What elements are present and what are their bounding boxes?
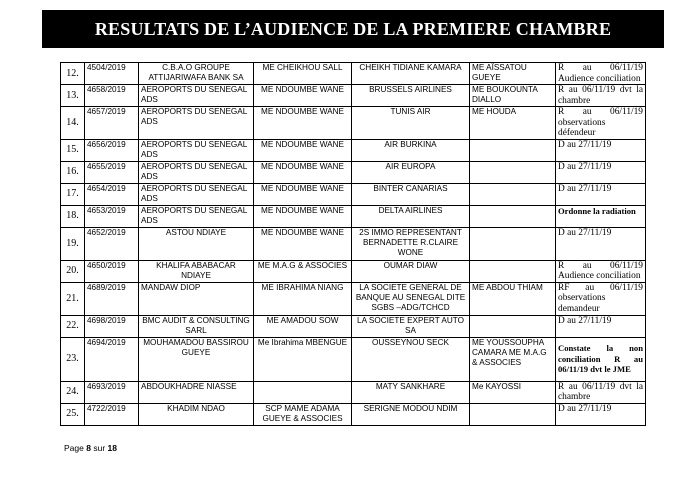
page-number: 8 (86, 443, 91, 453)
result: R au 06/11/19 dvt la chambre (556, 381, 646, 403)
defendant: TUNIS AIR (352, 107, 470, 140)
result: D au 27/11/19 (556, 403, 646, 425)
defendant-lawyer: Me KAYOSSI (470, 381, 556, 403)
defendant-lawyer (470, 183, 556, 205)
table-row (61, 183, 646, 205)
table-row (61, 63, 646, 85)
plaintiff: AEROPORTS DU SENEGAL ADS (139, 161, 254, 183)
plaintiff-lawyer (254, 381, 352, 403)
plaintiff: AEROPORTS DU SENEGAL ADS (139, 85, 254, 107)
case-ref: 4693/2019 (85, 381, 139, 403)
result: D au 27/11/19 (556, 183, 646, 205)
defendant-lawyer: ME HOUDA (470, 107, 556, 140)
defendant-lawyer (470, 161, 556, 183)
defendant: 2S IMMO REPRESENTANT BERNADETTE R.CLAIRE WONE (352, 227, 470, 260)
defendant-lawyer (470, 205, 556, 227)
table-row (61, 161, 646, 183)
defendant: LA SOCIETE GENERAL DE BANQUE AU SENEGAL DITE SGBS –ADG/TCHCD (352, 282, 470, 315)
plaintiff: KHADIM NDAO (139, 403, 254, 425)
hearing-results-table (60, 62, 646, 426)
table-row (61, 282, 646, 315)
defendant: BRUSSELS AIRLINES (352, 85, 470, 107)
row-number: 15. (61, 139, 85, 161)
result: R au 06/11/19 observations défendeur (556, 107, 646, 140)
case-ref: 4504/2019 (85, 63, 139, 85)
defendant: CHEIKH TIDIANE KAMARA (352, 63, 470, 85)
defendant-lawyer (470, 403, 556, 425)
plaintiff-lawyer: Me Ibrahima MBENGUE (254, 337, 352, 381)
plaintiff: AEROPORTS DU SENEGAL ADS (139, 139, 254, 161)
footer-sep: sur (93, 443, 106, 453)
case-ref: 4655/2019 (85, 161, 139, 183)
plaintiff: KHALIFA ABABACAR NDIAYE (139, 260, 254, 282)
result: R au 06/11/19 dvt la chambre (556, 85, 646, 107)
result: RF au 06/11/19 observations demandeur (556, 282, 646, 315)
page-title: RESULTATS DE L’AUDIENCE DE LA PREMIERE CHAMBRE (94, 18, 612, 39)
case-ref: 4652/2019 (85, 227, 139, 260)
row-number: 24. (61, 381, 85, 403)
result: R au 06/11/19 Audience conciliation (556, 63, 646, 85)
plaintiff-lawyer: ME NDOUMBE WANE (254, 85, 352, 107)
plaintiff: AEROPORTS DU SENEGAL ADS (139, 183, 254, 205)
case-ref: 4657/2019 (85, 107, 139, 140)
plaintiff-lawyer: ME NDOUMBE WANE (254, 205, 352, 227)
page-total: 18 (107, 443, 117, 453)
row-number: 21. (61, 282, 85, 315)
result: D au 27/11/19 (556, 227, 646, 260)
defendant: OUMAR DIAW (352, 260, 470, 282)
result: D au 27/11/19 (556, 315, 646, 337)
result: R au 06/11/19 Audience conciliation (556, 260, 646, 282)
plaintiff-lawyer: SCP MAME ADAMA GUEYE & ASSOCIES (254, 403, 352, 425)
case-ref: 4722/2019 (85, 403, 139, 425)
defendant-lawyer (470, 315, 556, 337)
defendant: DELTA AIRLINES (352, 205, 470, 227)
plaintiff-lawyer: ME NDOUMBE WANE (254, 227, 352, 260)
row-number: 16. (61, 161, 85, 183)
result: D au 27/11/19 (556, 139, 646, 161)
table-row (61, 85, 646, 107)
result: D au 27/11/19 (556, 161, 646, 183)
page-title-banner (42, 10, 664, 48)
row-number: 25. (61, 403, 85, 425)
result: Ordonne la radiation (556, 205, 646, 227)
plaintiff-lawyer: ME NDOUMBE WANE (254, 107, 352, 140)
plaintiff-lawyer: ME IBRAHIMA NIANG (254, 282, 352, 315)
plaintiff: C.B.A.O GROUPE ATTIJARIWAFA BANK SA (139, 63, 254, 85)
plaintiff-lawyer: ME NDOUMBE WANE (254, 139, 352, 161)
row-number: 14. (61, 107, 85, 140)
row-number: 23. (61, 337, 85, 381)
footer-prefix: Page (64, 443, 84, 453)
defendant-lawyer: ME ABDOU THIAM (470, 282, 556, 315)
table-row (61, 227, 646, 260)
case-ref: 4650/2019 (85, 260, 139, 282)
table-row (61, 403, 646, 425)
table-row (61, 315, 646, 337)
row-number: 17. (61, 183, 85, 205)
table-row (61, 260, 646, 282)
result: Constate la non conciliation R au 06/11/19 dvt le JME (556, 337, 646, 381)
case-ref: 4658/2019 (85, 85, 139, 107)
defendant-lawyer (470, 227, 556, 260)
defendant: SERIGNE MODOU NDIM (352, 403, 470, 425)
table-row (61, 107, 646, 140)
defendant-lawyer: ME AÏSSATOU GUEYE (470, 63, 556, 85)
plaintiff: ASTOU NDIAYE (139, 227, 254, 260)
defendant: AIR EUROPA (352, 161, 470, 183)
table-row (61, 337, 646, 381)
case-ref: 4689/2019 (85, 282, 139, 315)
row-number: 13. (61, 85, 85, 107)
defendant: BINTER CANARIAS (352, 183, 470, 205)
defendant: OUSSEYNOU SECK (352, 337, 470, 381)
page-footer (64, 443, 117, 453)
table-row (61, 139, 646, 161)
case-ref: 4654/2019 (85, 183, 139, 205)
case-ref: 4698/2019 (85, 315, 139, 337)
plaintiff: ABDOUKHADRE NIASSE (139, 381, 254, 403)
defendant-lawyer: ME BOUKOUNTA DIALLO (470, 85, 556, 107)
case-ref: 4656/2019 (85, 139, 139, 161)
table-body (61, 63, 646, 426)
row-number: 12. (61, 63, 85, 85)
plaintiff-lawyer: ME NDOUMBE WANE (254, 161, 352, 183)
row-number: 20. (61, 260, 85, 282)
defendant-lawyer: ME YOUSSOUPHA CAMARA ME M.A.G & ASSOCIES (470, 337, 556, 381)
case-ref: 4653/2019 (85, 205, 139, 227)
plaintiff: AEROPORTS DU SENEGAL ADS (139, 107, 254, 140)
defendant-lawyer (470, 139, 556, 161)
plaintiff-lawyer: ME M.A.G & ASSOCIES (254, 260, 352, 282)
defendant-lawyer (470, 260, 556, 282)
defendant: LA SOCIETE EXPERT AUTO SA (352, 315, 470, 337)
plaintiff: MOUHAMADOU BASSIROU GUEYE (139, 337, 254, 381)
row-number: 22. (61, 315, 85, 337)
plaintiff: AEROPORTS DU SENEGAL ADS (139, 205, 254, 227)
table-row (61, 381, 646, 403)
plaintiff-lawyer: ME NDOUMBE WANE (254, 183, 352, 205)
row-number: 18. (61, 205, 85, 227)
defendant: AIR BURKINA (352, 139, 470, 161)
case-ref: 4694/2019 (85, 337, 139, 381)
row-number: 19. (61, 227, 85, 260)
table-row (61, 205, 646, 227)
plaintiff: BMC AUDIT & CONSULTING SARL (139, 315, 254, 337)
defendant: MATY SANKHARE (352, 381, 470, 403)
plaintiff-lawyer: ME AMADOU SOW (254, 315, 352, 337)
plaintiff-lawyer: ME CHEIKHOU SALL (254, 63, 352, 85)
plaintiff: MANDAW DIOP (139, 282, 254, 315)
